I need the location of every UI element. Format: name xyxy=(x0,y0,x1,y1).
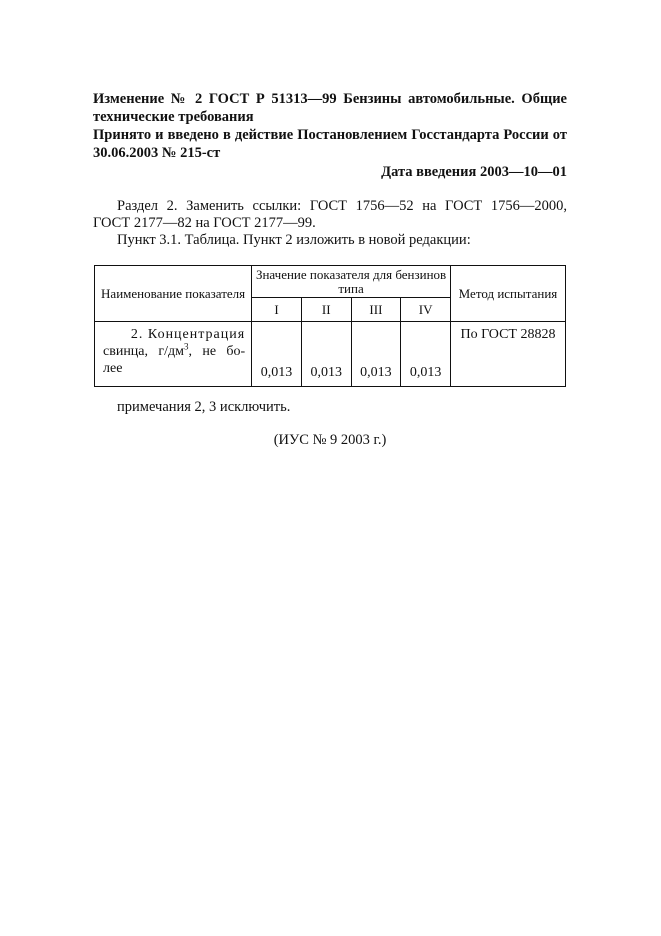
effective-date: Дата введения 2003—10—01 xyxy=(381,164,567,180)
row-name-line-3: лее xyxy=(103,361,123,376)
row-name-line-2-tail: , не бо- xyxy=(188,344,246,359)
adoption-heading: Принято и введено в действие Постановлением Госстандарта России от 30.06.2003 № 215-ст xyxy=(93,127,567,161)
header-type-1: I xyxy=(252,298,302,322)
value-type-1: 0,013 xyxy=(252,322,302,387)
value-type-3: 0,013 xyxy=(351,322,401,387)
header-value-group: Значение показателя для бензинов типа xyxy=(252,266,451,298)
header-type-2: II xyxy=(301,298,351,322)
indicator-table xyxy=(94,265,566,387)
row-name-line-2 xyxy=(103,343,245,360)
row-name-line-2-text: свинца, г/дм xyxy=(103,344,184,359)
source-reference: (ИУС № 9 2003 г.) xyxy=(273,432,387,448)
header-type-3: III xyxy=(351,298,401,322)
change-heading: Изменение № 2 ГОСТ Р 51313—99 Бензины автомобильные. Общие технические требования xyxy=(93,91,567,125)
value-type-2: 0,013 xyxy=(301,322,351,387)
value-type-4: 0,013 xyxy=(401,322,451,387)
header-type-4: IV xyxy=(401,298,451,322)
header-test-method: Метод испытания xyxy=(450,266,565,322)
table-row xyxy=(95,322,566,387)
header-indicator-name: Наименование показателя xyxy=(95,266,252,322)
row-test-method: По ГОСТ 28828 xyxy=(450,322,565,387)
notes-paragraph: примечания 2, 3 исключить. xyxy=(117,399,291,415)
row-name-superscript: 3 xyxy=(183,341,189,352)
section-2-paragraph: Раздел 2. Заменить ссылки: ГОСТ 1756—52 на ГОСТ 1756—2000, ГОСТ 2177—82 на ГОСТ 2177—99. xyxy=(93,198,567,231)
row-indicator-name xyxy=(95,322,252,387)
item-3-1-paragraph: Пункт 3.1. Таблица. Пункт 2 изложить в новой редакции: xyxy=(117,232,471,248)
row-name-line-1: 2. Концентрация xyxy=(130,327,246,342)
